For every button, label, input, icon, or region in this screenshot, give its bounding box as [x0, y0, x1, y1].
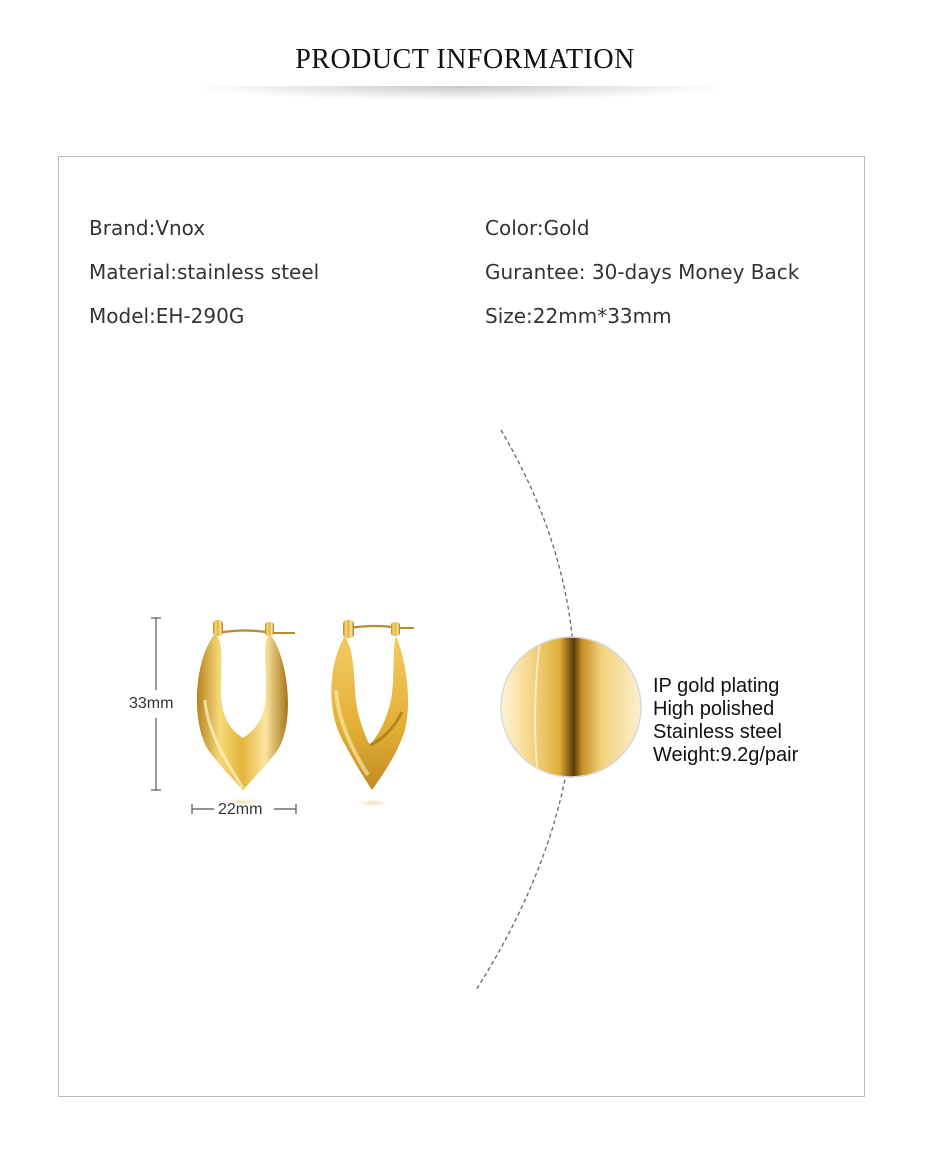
feature-item: Weight:9.2g/pair — [653, 744, 799, 766]
size-text: Size:22mm*33mm — [485, 304, 672, 328]
width-dimension-label: 22mm — [218, 801, 263, 818]
height-dimension-label: 33mm — [129, 695, 174, 712]
feature-item: IP gold plating — [653, 675, 780, 697]
earring-front-view — [197, 620, 295, 807]
close-up-detail — [501, 637, 641, 777]
earring-side-view — [331, 620, 414, 808]
feature-item: Stainless steel — [653, 721, 782, 743]
feature-item: High polished — [653, 698, 775, 720]
guarantee-text: Gurantee: 30-days Money Back — [485, 260, 800, 284]
material-text: Material:stainless steel — [89, 260, 320, 284]
page-title: PRODUCT INFORMATION — [295, 44, 635, 75]
color-text: Color:Gold — [485, 216, 590, 240]
feature-list — [653, 675, 798, 767]
brand-text: Brand:Vnox — [89, 216, 206, 240]
model-text: Model:EH-290G — [89, 304, 245, 328]
